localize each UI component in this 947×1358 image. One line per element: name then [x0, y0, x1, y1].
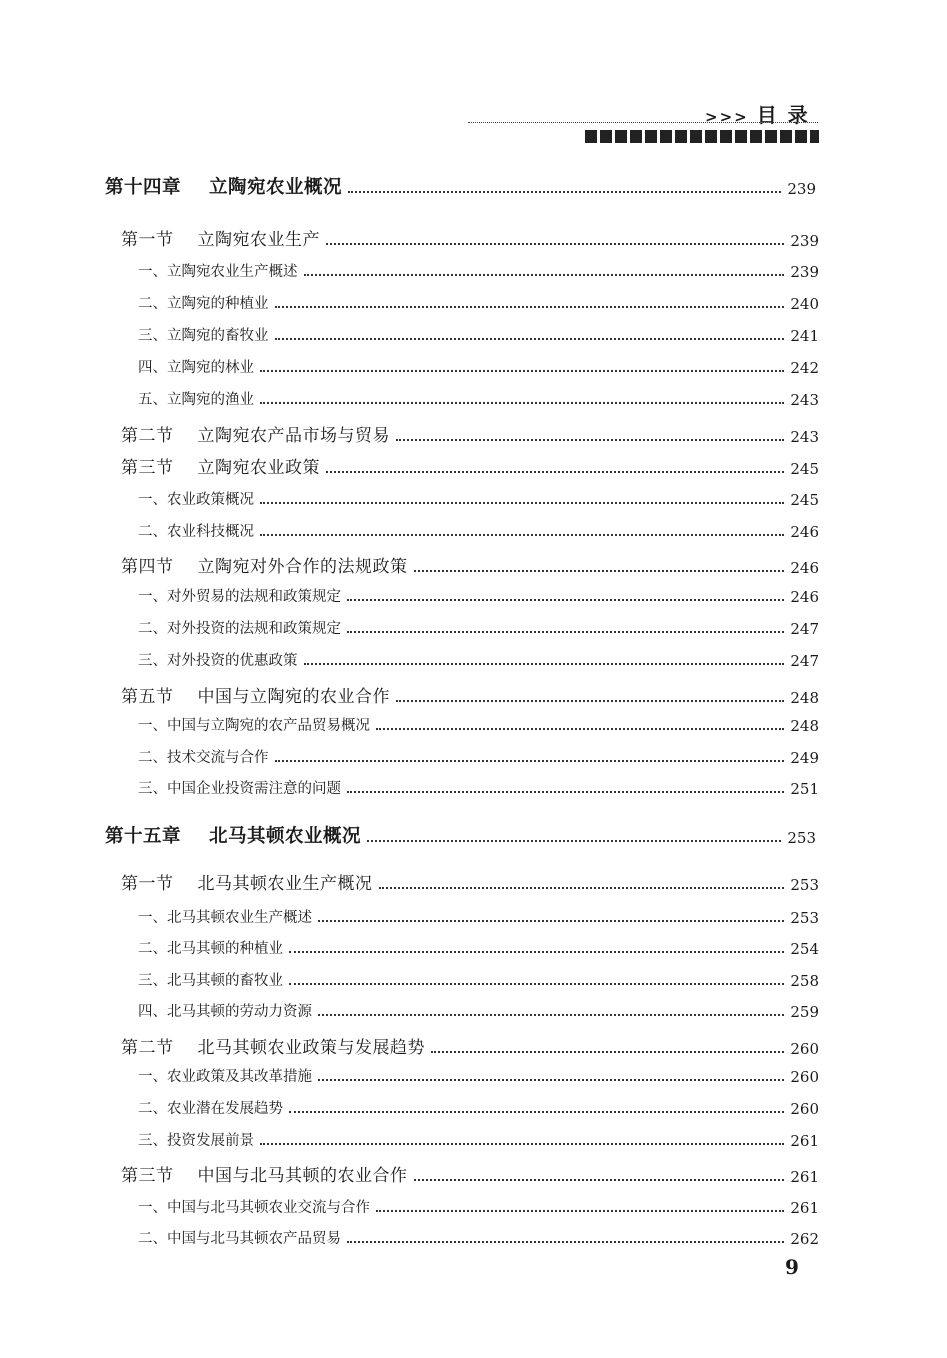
item-entry-text: 二、中国与北马其顿农产品贸易 — [138, 1231, 341, 1247]
item-entry-page-number: 260 — [790, 1068, 819, 1086]
item-entry-text: 二、农业科技概况 — [138, 524, 254, 540]
item-entry[interactable] — [138, 997, 819, 1021]
section-entry-title: 中国与北马其顿的农业合作 — [197, 1166, 408, 1186]
section-entry-number-label: 第五节 — [121, 687, 174, 707]
dot-leader — [376, 728, 784, 730]
dot-leader — [318, 920, 784, 922]
dot-leader — [347, 1241, 784, 1243]
item-entry-page-number: 242 — [790, 359, 819, 377]
dot-leader — [275, 338, 785, 340]
section-entry-page-number: 243 — [790, 428, 819, 446]
item-entry-page-number: 259 — [790, 1003, 819, 1021]
item-entry-text: 一、农业政策概况 — [138, 492, 254, 508]
header-title — [705, 99, 810, 128]
dot-leader — [289, 1111, 784, 1113]
item-entry-page-number: 246 — [790, 523, 819, 541]
item-entry[interactable] — [138, 257, 819, 281]
dot-leader — [414, 570, 785, 572]
section-entry[interactable] — [121, 450, 819, 478]
dot-leader — [289, 951, 784, 953]
item-entry[interactable] — [138, 934, 819, 958]
chapter-entry-page-number: 239 — [787, 180, 816, 198]
item-entry-page-number: 260 — [790, 1100, 819, 1118]
dot-leader — [304, 663, 785, 665]
section-entry-title: 北马其顿农业政策与发展趋势 — [197, 1038, 425, 1058]
chapter-entry[interactable] — [105, 816, 816, 848]
section-entry[interactable] — [121, 1030, 819, 1058]
dot-leader — [260, 502, 784, 504]
section-entry-number-label: 第三节 — [121, 1166, 174, 1186]
dot-leader — [260, 370, 784, 372]
item-entry-page-number: 247 — [790, 652, 819, 670]
section-entry[interactable] — [121, 418, 819, 446]
item-entry-text: 二、农业潜在发展趋势 — [138, 1101, 283, 1117]
dot-leader — [414, 1179, 785, 1181]
item-entry[interactable] — [138, 1094, 819, 1118]
dot-leader — [347, 599, 784, 601]
section-entry-heading — [121, 552, 408, 577]
dot-leader — [326, 471, 784, 473]
header-title-text: 目 录 — [756, 103, 810, 127]
item-entry[interactable] — [138, 1224, 819, 1248]
header-arrows: >>> — [705, 108, 749, 126]
section-entry[interactable] — [121, 679, 819, 707]
section-entry-page-number: 260 — [790, 1040, 819, 1058]
item-entry[interactable] — [138, 774, 819, 798]
item-entry[interactable] — [138, 1126, 819, 1150]
item-entry-text: 三、对外投资的优惠政策 — [138, 653, 298, 669]
item-entry-text: 三、立陶宛的畜牧业 — [138, 328, 269, 344]
dot-leader — [260, 534, 784, 536]
item-entry-text: 一、中国与立陶宛的农产品贸易概况 — [138, 718, 370, 734]
item-entry-page-number: 246 — [790, 588, 819, 606]
header-dotted-rule — [468, 122, 818, 123]
dot-leader — [367, 840, 781, 842]
chapter-entry-title: 北马其顿农业概况 — [209, 826, 362, 847]
section-entry-heading — [121, 225, 320, 250]
item-entry-text: 二、北马其顿的种植业 — [138, 941, 283, 957]
item-entry-text: 二、立陶宛的种植业 — [138, 296, 269, 312]
section-entry-heading — [121, 421, 390, 446]
section-entry[interactable] — [121, 222, 819, 250]
section-entry-heading — [121, 682, 390, 707]
item-entry-text: 一、农业政策及其改革措施 — [138, 1069, 312, 1085]
dot-leader — [379, 887, 785, 889]
item-entry-page-number: 262 — [790, 1230, 819, 1248]
item-entry[interactable] — [138, 743, 819, 767]
item-entry[interactable] — [138, 1062, 819, 1086]
item-entry-page-number: 251 — [790, 780, 819, 798]
section-entry-number-label: 第一节 — [121, 874, 174, 894]
section-entry-number-label: 第一节 — [121, 230, 174, 250]
item-entry[interactable] — [138, 385, 819, 409]
section-entry[interactable] — [121, 549, 819, 577]
item-entry-text: 二、技术交流与合作 — [138, 750, 269, 766]
chapter-entry-page-number: 253 — [787, 829, 816, 847]
item-entry-text: 四、北马其顿的劳动力资源 — [138, 1004, 312, 1020]
item-entry[interactable] — [138, 1193, 819, 1217]
item-entry-text: 四、立陶宛的林业 — [138, 360, 254, 376]
section-entry-number-label: 第二节 — [121, 426, 174, 446]
section-entry-title: 北马其顿农业生产概况 — [197, 874, 373, 894]
dot-leader — [275, 306, 785, 308]
section-entry-page-number: 248 — [790, 689, 819, 707]
section-entry-page-number: 246 — [790, 559, 819, 577]
dot-leader — [431, 1051, 784, 1053]
chapter-entry[interactable] — [105, 167, 816, 199]
item-entry[interactable] — [138, 903, 819, 927]
chapter-entry-title: 立陶宛农业概况 — [209, 177, 343, 198]
item-entry-page-number: 261 — [790, 1199, 819, 1217]
section-entry-title: 立陶宛对外合作的法规政策 — [197, 557, 408, 577]
header-block-bar — [585, 130, 819, 143]
item-entry[interactable] — [138, 289, 819, 313]
item-entry-text: 一、对外贸易的法规和政策规定 — [138, 589, 341, 605]
item-entry[interactable] — [138, 582, 819, 606]
item-entry-page-number: 239 — [790, 263, 819, 281]
section-entry-heading — [121, 869, 373, 894]
item-entry-page-number: 241 — [790, 327, 819, 345]
item-entry-text: 五、立陶宛的渔业 — [138, 392, 254, 408]
item-entry-text: 一、中国与北马其顿农业交流与合作 — [138, 1200, 370, 1216]
section-entry-page-number: 253 — [790, 876, 819, 894]
section-entry-title: 立陶宛农产品市场与贸易 — [197, 426, 390, 446]
section-entry-number-label: 第三节 — [121, 458, 174, 478]
dot-leader — [260, 1143, 784, 1145]
dot-leader — [326, 243, 784, 245]
dot-leader — [396, 700, 784, 702]
section-entry[interactable] — [121, 1158, 819, 1186]
item-entry[interactable] — [138, 353, 819, 377]
item-entry-page-number: 245 — [790, 491, 819, 509]
item-entry-text: 二、对外投资的法规和政策规定 — [138, 621, 341, 637]
dot-leader — [396, 439, 784, 441]
item-entry-text: 三、投资发展前景 — [138, 1133, 254, 1149]
dot-leader — [260, 402, 784, 404]
dot-leader — [318, 1014, 784, 1016]
item-entry-page-number: 258 — [790, 972, 819, 990]
dot-leader — [318, 1079, 784, 1081]
section-entry-number-label: 第四节 — [121, 557, 174, 577]
section-entry-heading — [121, 1033, 425, 1058]
item-entry-page-number: 247 — [790, 620, 819, 638]
dot-leader — [348, 191, 781, 193]
chapter-entry-number-label: 第十四章 — [105, 177, 182, 198]
item-entry[interactable] — [138, 485, 819, 509]
section-entry-heading — [121, 1161, 408, 1186]
section-entry-page-number: 239 — [790, 232, 819, 250]
item-entry[interactable] — [138, 646, 819, 670]
item-entry-page-number: 261 — [790, 1132, 819, 1150]
page-number: 9 — [785, 1255, 799, 1279]
section-entry-title: 中国与立陶宛的农业合作 — [197, 687, 390, 707]
section-entry[interactable] — [121, 866, 819, 894]
section-entry-number-label: 第二节 — [121, 1038, 174, 1058]
item-entry[interactable] — [138, 614, 819, 638]
section-entry-heading — [121, 453, 320, 478]
item-entry-text: 一、北马其顿农业生产概述 — [138, 910, 312, 926]
item-entry[interactable] — [138, 966, 819, 990]
item-entry[interactable] — [138, 711, 819, 735]
item-entry-text: 三、中国企业投资需注意的问题 — [138, 781, 341, 797]
dot-leader — [376, 1210, 784, 1212]
item-entry-page-number: 243 — [790, 391, 819, 409]
chapter-entry-heading — [105, 173, 342, 199]
section-entry-title: 立陶宛农业生产 — [197, 230, 320, 250]
item-entry-page-number: 248 — [790, 717, 819, 735]
item-entry[interactable] — [138, 321, 819, 345]
item-entry[interactable] — [138, 517, 819, 541]
item-entry-page-number: 254 — [790, 940, 819, 958]
section-entry-page-number: 261 — [790, 1168, 819, 1186]
dot-leader — [289, 983, 784, 985]
dot-leader — [347, 791, 784, 793]
item-entry-text: 一、立陶宛农业生产概述 — [138, 264, 298, 280]
chapter-entry-heading — [105, 822, 361, 848]
item-entry-page-number: 249 — [790, 749, 819, 767]
dot-leader — [275, 760, 785, 762]
item-entry-text: 三、北马其顿的畜牧业 — [138, 973, 283, 989]
dot-leader — [347, 631, 784, 633]
section-entry-page-number: 245 — [790, 460, 819, 478]
item-entry-page-number: 253 — [790, 909, 819, 927]
chapter-entry-number-label: 第十五章 — [105, 826, 182, 847]
item-entry-page-number: 240 — [790, 295, 819, 313]
dot-leader — [304, 274, 785, 276]
section-entry-title: 立陶宛农业政策 — [197, 458, 320, 478]
